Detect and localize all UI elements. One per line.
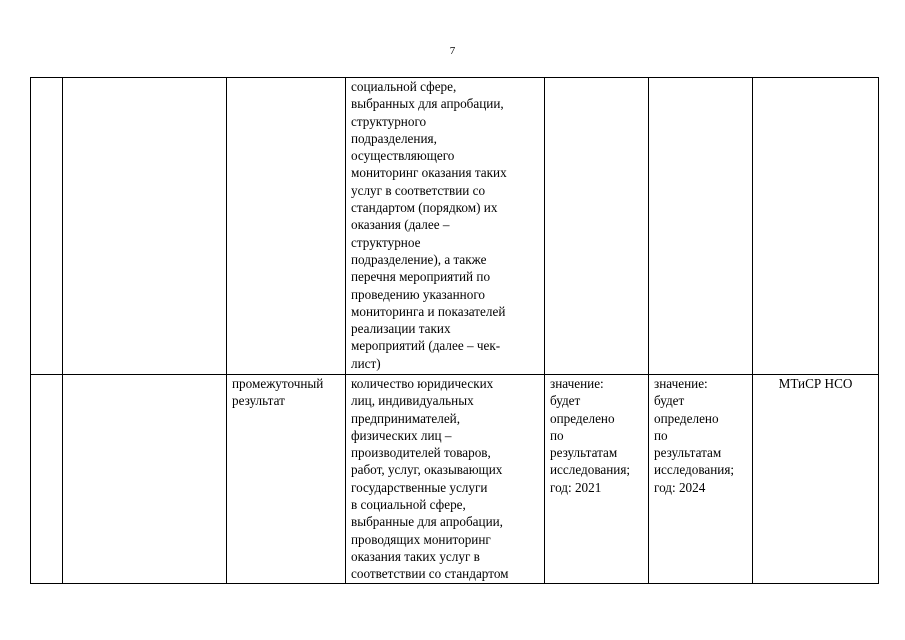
table-cell-number bbox=[31, 375, 63, 584]
cell-line: мониторинга и показателей bbox=[351, 303, 506, 319]
cell-line: лист) bbox=[351, 355, 381, 371]
table-cell-value-2024 bbox=[649, 78, 753, 375]
cell-line: по bbox=[654, 427, 668, 443]
table-row bbox=[31, 375, 879, 584]
cell-line: исследования; bbox=[654, 462, 735, 478]
table-cell-description bbox=[346, 78, 545, 375]
cell-line: перечня мероприятий по bbox=[351, 269, 491, 285]
cell-line: оказания (далее – bbox=[351, 217, 450, 233]
cell-line: работ, услуг, оказывающих bbox=[351, 462, 503, 478]
cell-line: определено bbox=[550, 410, 615, 426]
cell-line: исследования; bbox=[550, 462, 631, 478]
cell-line: значение: bbox=[654, 376, 708, 391]
cell-line: оказания таких услуг в bbox=[351, 548, 480, 564]
table-cell-project bbox=[63, 78, 227, 375]
cell-line: проведению указанного bbox=[351, 286, 485, 302]
cell-line: лиц, индивидуальных bbox=[351, 393, 474, 409]
cell-line: мероприятий (далее – чек- bbox=[351, 338, 501, 354]
cell-line: результатам bbox=[654, 445, 722, 461]
cell-line: количество юридических bbox=[351, 376, 494, 391]
cell-line: предпринимателей, bbox=[351, 410, 461, 426]
cell-line: подразделение), а также bbox=[351, 251, 487, 267]
cell-line: услуг в соответствии со bbox=[351, 182, 486, 198]
table-cell-value-2021 bbox=[545, 78, 649, 375]
cell-line: социальной сфере, bbox=[351, 79, 457, 94]
cell-line: стандартом (порядком) их bbox=[351, 200, 498, 216]
cell-line: государственные услуги bbox=[351, 479, 488, 495]
cell-line: структурного bbox=[351, 113, 427, 129]
cell-line: подразделения, bbox=[351, 130, 437, 146]
cell-line: значение: bbox=[550, 376, 604, 391]
table-cell-number bbox=[31, 78, 63, 375]
table-row bbox=[31, 78, 879, 375]
cell-line: выбранных для апробации, bbox=[351, 96, 504, 112]
cell-line: год: 2024 bbox=[654, 479, 706, 495]
cell-line: физических лиц – bbox=[351, 427, 452, 443]
cell-line: проводящих мониторинг bbox=[351, 531, 491, 547]
table-cell-value-2024 bbox=[649, 375, 753, 584]
cell-line: осуществляющего bbox=[351, 148, 455, 164]
cell-line: реализации таких bbox=[351, 321, 451, 337]
cell-line: определено bbox=[654, 410, 719, 426]
cell-line: соответствии со стандартом bbox=[351, 566, 509, 582]
cell-line: выбранные для апробации, bbox=[351, 514, 503, 530]
table-cell-description bbox=[346, 375, 545, 584]
cell-line: промежуточный bbox=[232, 376, 324, 391]
table-cell-responsible bbox=[753, 78, 879, 375]
cell-line: производителей товаров, bbox=[351, 445, 491, 461]
cell-line: МТиСР НСО bbox=[778, 376, 853, 391]
cell-line: в социальной сфере, bbox=[351, 497, 466, 513]
page-number: 7 bbox=[449, 45, 456, 57]
cell-line: будет bbox=[654, 393, 685, 409]
program-table bbox=[30, 77, 879, 584]
cell-line: будет bbox=[550, 393, 581, 409]
cell-line: результатам bbox=[550, 445, 618, 461]
cell-line: по bbox=[550, 427, 564, 443]
cell-line: год: 2021 bbox=[550, 479, 602, 495]
cell-line: результат bbox=[232, 393, 285, 409]
cell-line: мониторинг оказания таких bbox=[351, 165, 507, 181]
table-cell-result-type bbox=[227, 78, 346, 375]
table-cell-project bbox=[63, 375, 227, 584]
cell-line: структурное bbox=[351, 234, 421, 250]
table-cell-value-2021 bbox=[545, 375, 649, 584]
table-cell-result-type bbox=[227, 375, 346, 584]
table-cell-responsible bbox=[753, 375, 879, 584]
